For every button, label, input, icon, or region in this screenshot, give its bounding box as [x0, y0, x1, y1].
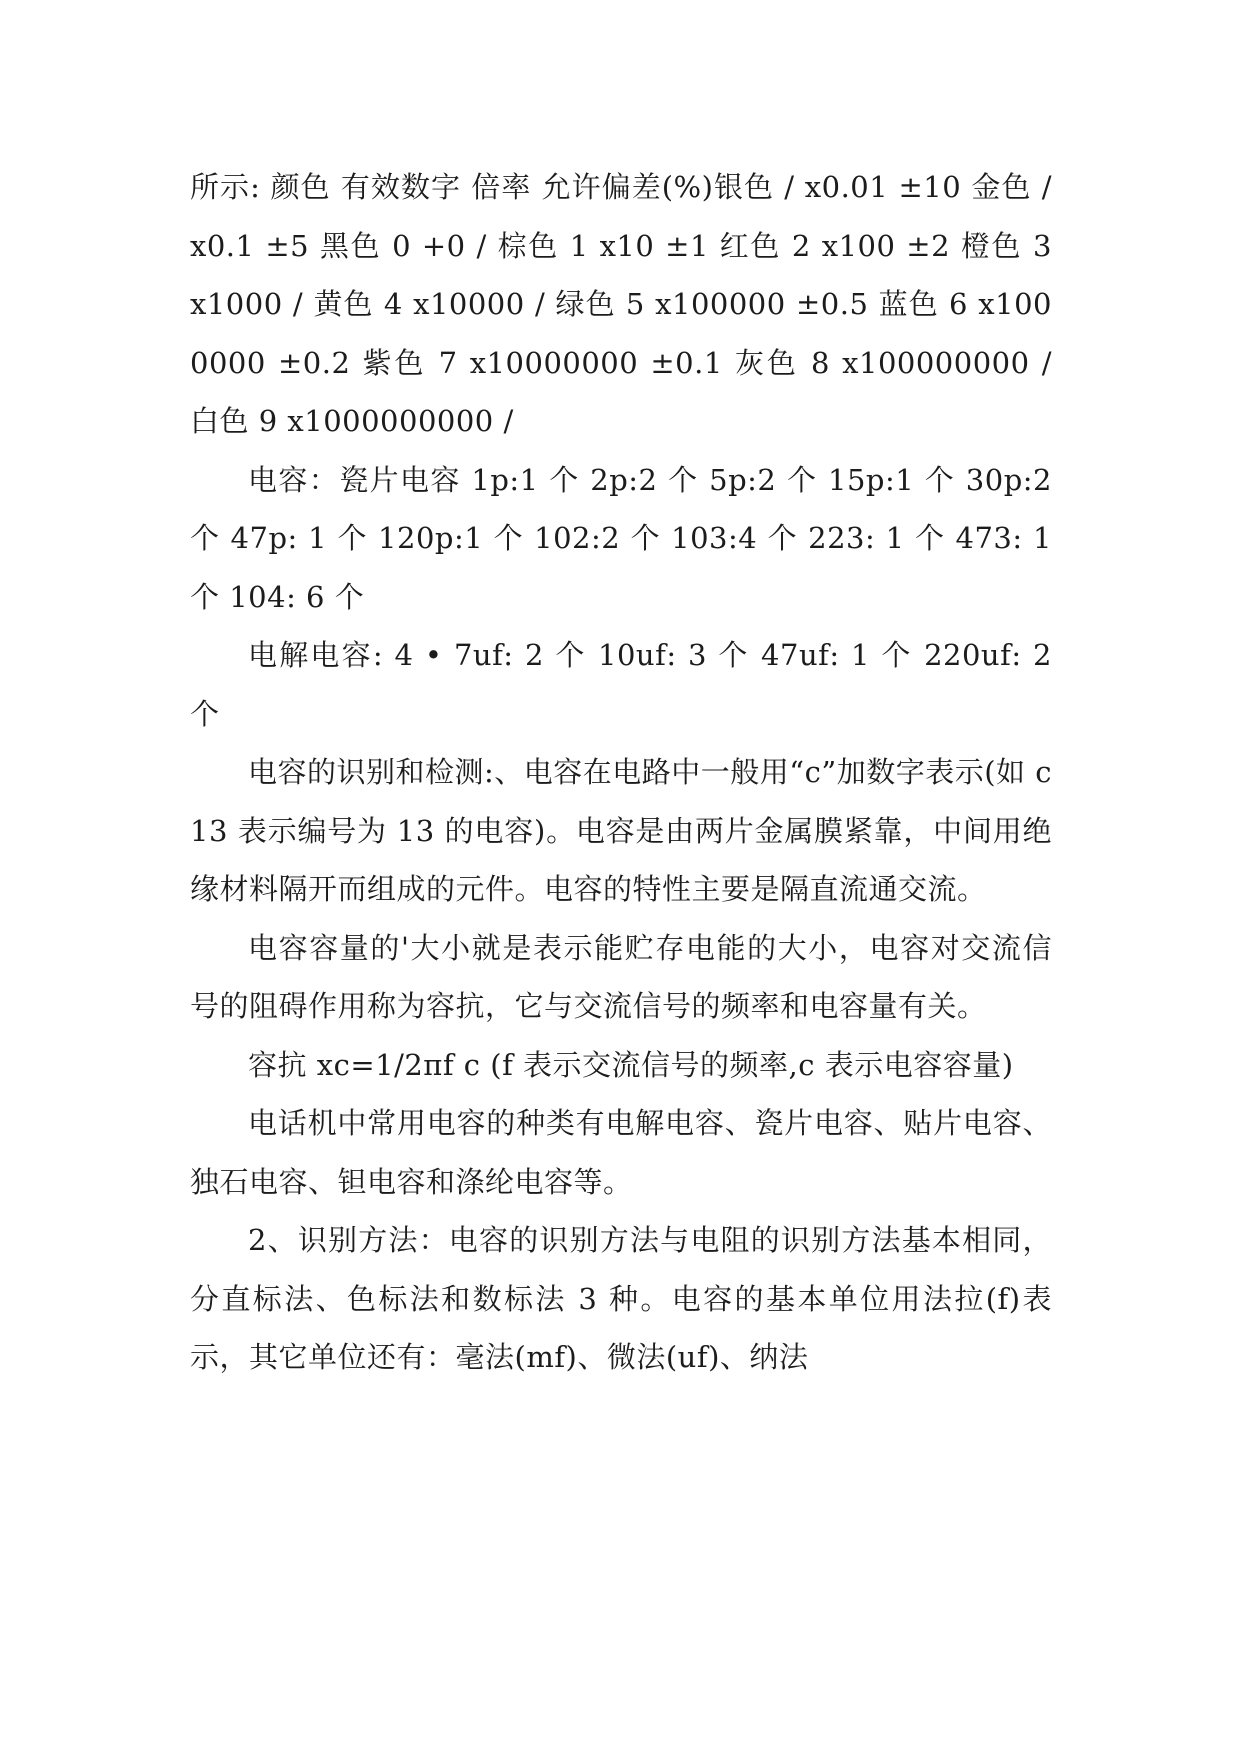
document-body [190, 158, 1052, 1387]
paragraph-capacitive-reactance: 容抗 xc=1/2πf c (f 表示交流信号的频率,c 表示电容容量) [248, 1047, 1014, 1082]
paragraph-ceramic-capacitors: 电容：瓷片电容 1p:1 个 2p:2 个 5p:2 个 15p:1 个 30p:2 个 47p: 1 个 120p:1 个 102:2 个 103:4 个 223: 1 个 473: 1 个 104: 6 个 [190, 462, 1052, 614]
paragraph-resistor-color-code: 所示: 颜色 有效数字 倍率 允许偏差(%)银色 / x0.01 ±10 金色 / x0.1 ±5 黑色 0 +0 / 棕色 1 x10 ±1 红色 2 x100 ±2 橙色 3 x1000 / 黄色 4 x10000 / 绿色 5 x100000 ±0.5 蓝色 6 x1000000 ±0.2 紫色 7 x10000000 ±0.1 灰色 8 x100000000 / 白色 9 x1000000000 / [190, 170, 1052, 438]
paragraph-capacitor-types: 电话机中常用电容的种类有电解电容、瓷片电容、贴片电容、独石电容、钽电容和涤纶电容等。 [190, 1106, 1052, 1199]
paragraph-identification-methods: 2、识别方法：电容的识别方法与电阻的识别方法基本相同，分直标法、色标法和数标法 3 种。电容的基本单位用法拉(f)表示，其它单位还有：毫法(mf)、微法(uf)、纳法 [190, 1223, 1052, 1374]
paragraph-capacitance: 电容容量的'大小就是表示能贮存电能的大小，电容对交流信号的阻碍作用称为容抗，它与交流信号的频率和电容量有关。 [190, 930, 1052, 1023]
paragraph-electrolytic-capacitors: 电解电容: 4 • 7uf: 2 个 10uf: 3 个 47uf: 1 个 220uf: 2 个 [190, 638, 1052, 731]
paragraph-capacitor-identification: 电容的识别和检测:、电容在电路中一般用“c”加数字表示(如 c13 表示编号为 13 的电容)。电容是由两片金属膜紧靠，中间用绝缘材料隔开而组成的元件。电容的特性主要是隔直流通交流。 [190, 755, 1052, 906]
